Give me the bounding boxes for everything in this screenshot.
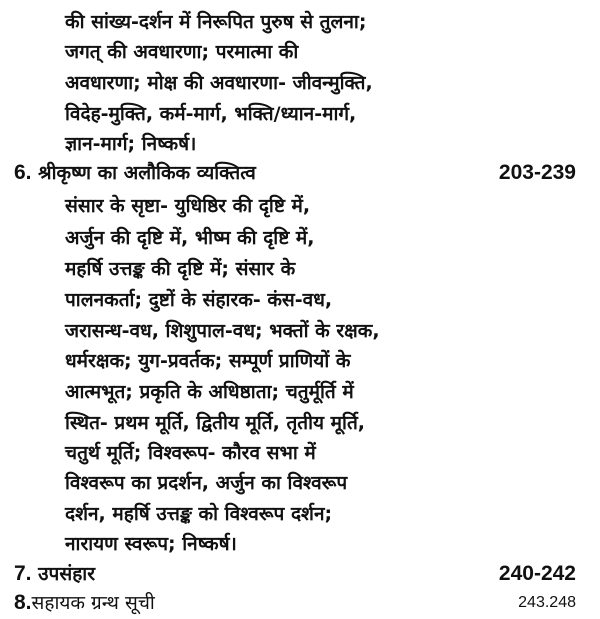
chapter-6-title: श्रीकृष्ण का अलौकिक व्यक्तित्व xyxy=(38,162,256,184)
chapter-7-page-range: 240-242 xyxy=(498,562,576,585)
chapter-8-heading xyxy=(14,590,155,616)
chapter-6-number: 6. xyxy=(14,161,32,184)
toc-text-line: आत्मभूत; प्रकृति के अधिष्ठाता; चतुर्मूर्ति में xyxy=(65,381,354,403)
toc-text-line: अर्जुन की दृष्टि में, भीष्म की दृष्टि में, xyxy=(65,227,315,249)
toc-text-line: नारायण स्वरूप; निष्कर्ष। xyxy=(65,533,237,555)
chapter-8-page-range: 243.248 xyxy=(518,594,576,611)
toc-text-line: विश्वरूप का प्रदर्शन, अर्जुन का विश्वरूप xyxy=(65,472,348,494)
chapter-7-heading xyxy=(14,561,95,587)
toc-text-line: दर्शन, महर्षि उत्तङ्क को विश्वरूप दर्शन; xyxy=(65,503,333,525)
chapter-8-title: सहायक ग्रन्थ सूची xyxy=(31,592,155,614)
chapter-7-number: 7. xyxy=(14,562,32,585)
toc-text-line: स्थित- प्रथम मूर्ति, द्वितीय मूर्ति, तृतीय मूर्ति, xyxy=(65,412,366,434)
toc-text-line: ज्ञान-मार्ग; निष्कर्ष। xyxy=(65,133,197,155)
toc-text-line: विदेह-मुक्ति, कर्म-मार्ग, भक्ति/ध्यान-मार्ग, xyxy=(65,103,357,125)
toc-text-line: धर्मरक्षक; युग-प्रवर्तक; सम्पूर्ण प्राणियों के xyxy=(65,350,351,372)
toc-text-line: संसार के सृष्टा- युधिष्ठिर की दृष्टि में, xyxy=(65,195,311,217)
toc-text-line: जरासन्ध-वध, शिशुपाल-वध; भक्तों के रक्षक, xyxy=(65,320,380,342)
chapter-6-page-range: 203-239 xyxy=(498,161,576,184)
toc-text-line: की सांख्य-दर्शन में निरूपित पुरुष से तुलना; xyxy=(65,11,367,33)
toc-text-line: जगत् की अवधारणा; परमात्मा की xyxy=(65,41,299,63)
toc-text-line: पालनकर्ता; दुष्टों के संहारक- कंस-वध, xyxy=(65,289,333,311)
chapter-8-number: 8. xyxy=(14,591,32,614)
chapter-7-title: उपसंहार xyxy=(38,563,95,585)
toc-text-line: अवधारणा; मोक्ष की अवधारणा- जीवन्मुक्ति, xyxy=(65,72,373,94)
chapter-6-heading xyxy=(14,160,256,186)
toc-text-line: महर्षि उत्तङ्क की दृष्टि में; संसार के xyxy=(65,258,296,280)
toc-text-line: चतुर्थ मूर्ति; विश्वरूप- कौरव सभा में xyxy=(65,442,316,464)
